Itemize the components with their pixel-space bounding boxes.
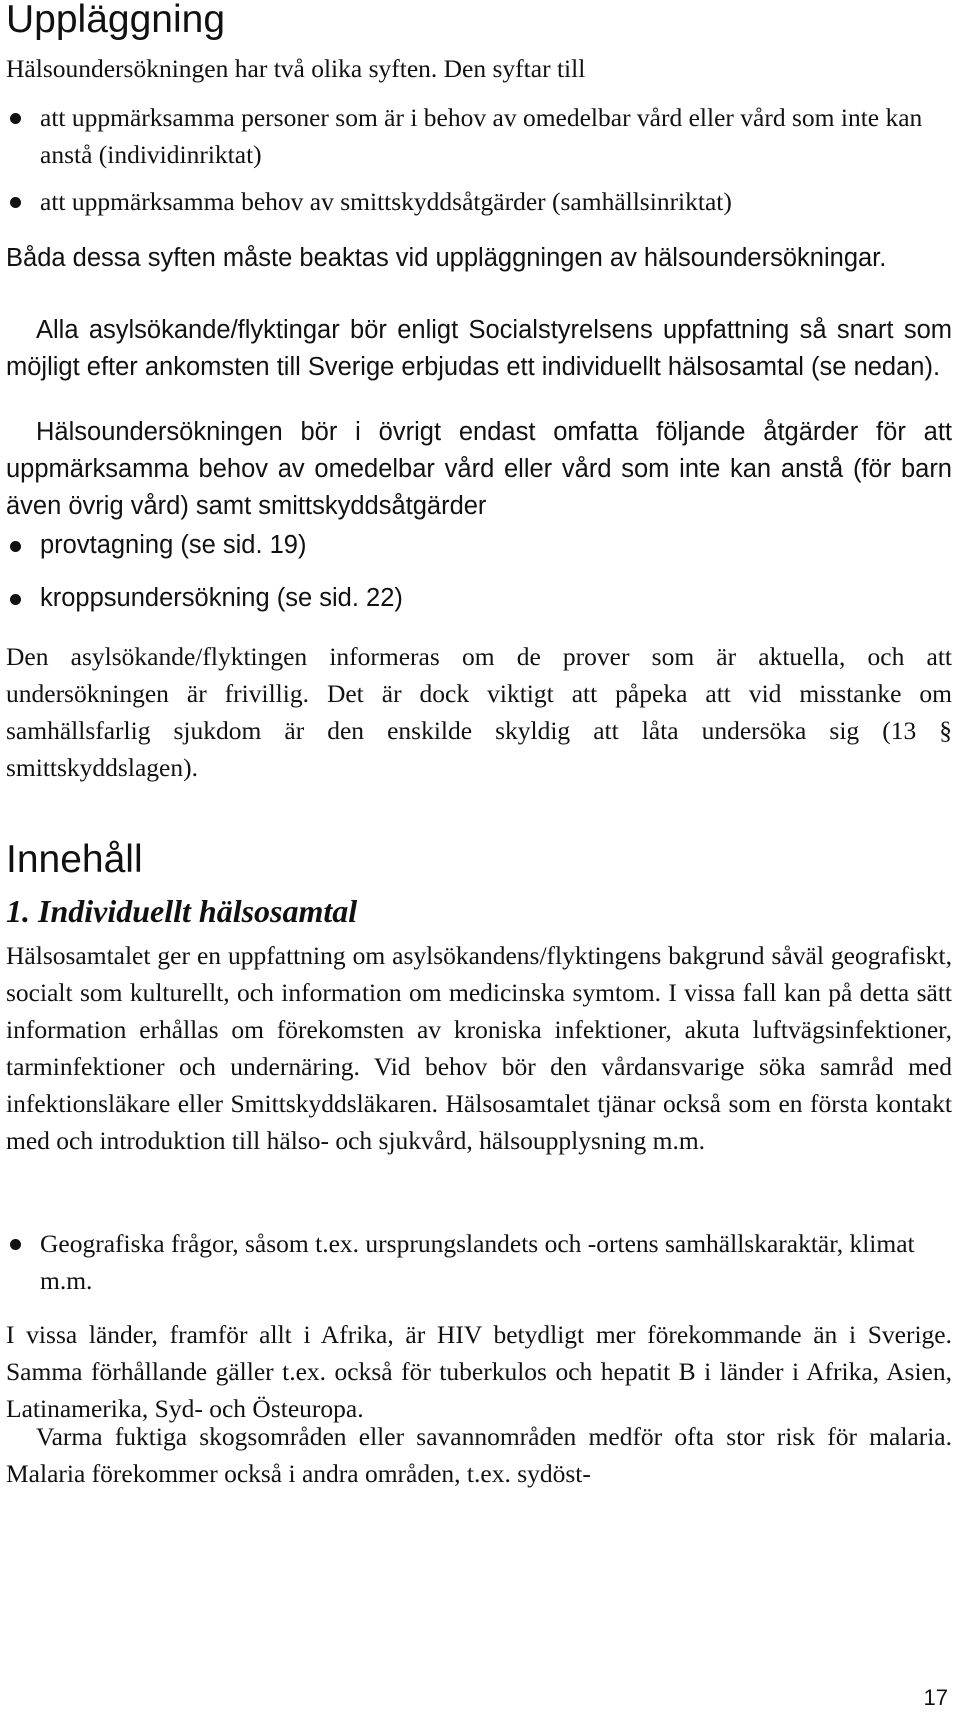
bullet-icon [10, 113, 21, 124]
intro-text: Hälsoundersökningen har två olika syften. Den syftar till [6, 54, 586, 83]
paragraph: Hälsoundersökningen bör i övrigt endast omfatta följande åtgärder för att uppmärksamma behov av omedelbar vård eller vård som inte kan anstå (för barn även övrig vård) samt smittskyddsåtgärder [6, 418, 952, 520]
page-number: 17 [923, 1685, 948, 1710]
list-item-text: Geografiska frågor, såsom t.ex. ursprungslandets och -ortens samhällskaraktär, klimat m.m. [40, 1229, 915, 1295]
bullet-icon [10, 594, 21, 605]
paragraph: Hälsosamtalet ger en uppfattning om asylsökandens/flyktingens bakgrund såväl geografiskt, socialt som kulturellt, och information om medicinska symtom. I vissa fall kan på detta sätt information erhållas om förekomsten av kroniska infektioner, akuta luftvägsinfektioner, tarminfektioner och undernäring. Vid behov bör den vårdansvarige söka samråd med infektionsläkare eller Smittskyddsläkaren. Hälsosamtalet tjänar också som en första kontakt med och introduktion till hälso- och sjukvård, hälsoupplysning m.m. [6, 941, 952, 1155]
list-item-text: att uppmärksamma personer som är i behov av omedelbar vård eller vård som inte kan anstå (individinriktat) [40, 103, 923, 169]
paragraph: Den asylsökande/flyktingen informeras om de prover som är aktuella, och att undersökningen är frivillig. Det är dock viktigt att påpeka att vid misstanke om samhällsfarlig sjukdom är den enskilde skyldig att låta undersöka sig (13 § smittskyddslagen). [6, 642, 952, 782]
paragraph: I vissa länder, framför allt i Afrika, är HIV betydligt mer förekommande än i Sverige. Samma förhållande gäller t.ex. också för tuberkulos och hepatit B i länder i Afrika, Asien, Latinamerika, Syd- och Östeuropa. [6, 1320, 952, 1423]
paragraph: Varma fuktiga skogsområden eller savannområden medför ofta stor risk för malaria. Malaria förekommer också i andra områden, t.ex. sydöst- [6, 1422, 952, 1488]
list-item [6, 99, 952, 173]
subsection-heading: 1. Individuellt hälsosamtal [6, 893, 358, 929]
bullet-icon [10, 541, 21, 552]
list-item [6, 580, 952, 617]
bullet-icon [10, 197, 21, 208]
list-item-text: provtagning (se sid. 19) [40, 531, 307, 559]
section-heading-uppläggning: Uppläggning [6, 0, 226, 41]
list-item-text: kroppsundersökning (se sid. 22) [40, 584, 403, 612]
bullet-icon [10, 1239, 21, 1250]
paragraph: Alla asylsökande/flyktingar bör enligt Socialstyrelsens uppfattning så snart som möjligt efter ankomsten till Sverige erbjudas ett individuellt hälsosamtal (se nedan). [6, 316, 952, 381]
list-item [6, 183, 952, 220]
list-item [6, 1225, 952, 1299]
paragraph: Båda dessa syften måste beaktas vid uppläggningen av hälsoundersökningar. [6, 244, 887, 272]
list-item [6, 527, 952, 564]
section-heading-innehåll: Innehåll [6, 838, 143, 881]
list-item-text: att uppmärksamma behov av smittskyddsåtgärder (samhällsinriktat) [40, 187, 732, 216]
